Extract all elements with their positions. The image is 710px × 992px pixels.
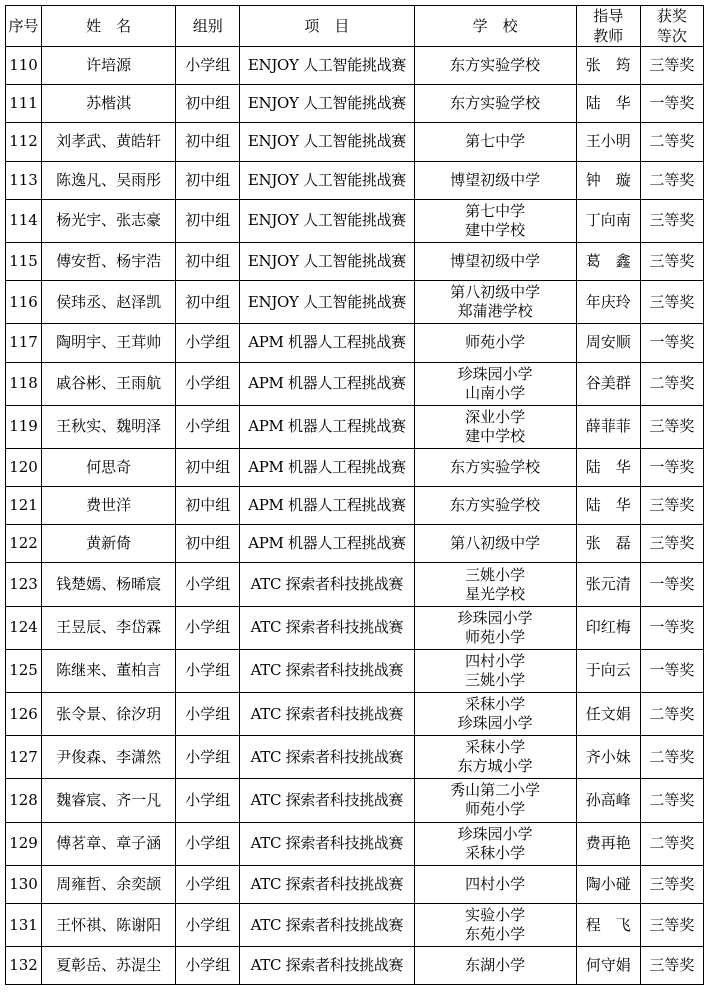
table-row <box>6 405 704 448</box>
cell-teacher: 陆 华 <box>576 448 640 486</box>
cell-name: 许培源 <box>42 47 176 85</box>
cell-no: 111 <box>6 85 42 123</box>
cell-group: 小学组 <box>176 563 240 606</box>
cell-school <box>414 281 576 324</box>
cell-award: 二等奖 <box>640 779 703 822</box>
cell-school <box>414 161 576 199</box>
header-no: 序号 <box>6 6 42 47</box>
school-line: 四村小学 <box>465 874 526 893</box>
cell-award: 二等奖 <box>640 123 703 161</box>
cell-project: APM 机器人工程挑战赛 <box>240 525 414 563</box>
cell-group: 小学组 <box>176 649 240 692</box>
school-line: 三姚小学 <box>465 565 526 584</box>
school-line: 东方城小学 <box>457 757 533 776</box>
cell-name: 傅安哲、杨宇浩 <box>42 242 176 280</box>
cell-school <box>414 324 576 362</box>
cell-school <box>414 123 576 161</box>
table-row <box>6 606 704 649</box>
cell-name: 何思奇 <box>42 448 176 486</box>
school-line: 第七中学 <box>465 201 526 220</box>
cell-name: 王昱辰、李岱霖 <box>42 606 176 649</box>
school-line: 师苑小学 <box>465 627 526 646</box>
cell-name: 戚谷彬、王雨航 <box>42 362 176 405</box>
cell-group: 初中组 <box>176 123 240 161</box>
table-row <box>6 693 704 736</box>
cell-project: APM 机器人工程挑战赛 <box>240 362 414 405</box>
cell-name: 夏彰岳、苏湜尘 <box>42 947 176 985</box>
cell-teacher: 张元清 <box>576 563 640 606</box>
cell-teacher: 费再艳 <box>576 822 640 865</box>
cell-group: 初中组 <box>176 525 240 563</box>
school-line: 珍珠园小学 <box>457 364 533 383</box>
cell-project: ENJOY 人工智能挑战赛 <box>240 85 414 123</box>
cell-school <box>414 903 576 946</box>
cell-no: 116 <box>6 281 42 324</box>
cell-project: ATC 探索者科技挑战赛 <box>240 822 414 865</box>
table-row <box>6 242 704 280</box>
school-line: 星光学校 <box>465 584 526 603</box>
cell-name: 傅茗章、章子涵 <box>42 822 176 865</box>
school-line: 建中学校 <box>465 220 526 239</box>
cell-no: 126 <box>6 693 42 736</box>
cell-name: 周雍哲、余奕颉 <box>42 865 176 903</box>
cell-teacher: 齐小妹 <box>576 736 640 779</box>
table-row <box>6 123 704 161</box>
cell-group: 初中组 <box>176 161 240 199</box>
school-line: 三姚小学 <box>465 670 526 689</box>
cell-name: 陈逸凡、吴雨彤 <box>42 161 176 199</box>
cell-name: 刘孝武、黄皓轩 <box>42 123 176 161</box>
school-line: 珍珠园小学 <box>457 824 533 843</box>
cell-group: 小学组 <box>176 903 240 946</box>
cell-no: 131 <box>6 903 42 946</box>
school-line: 采秣小学 <box>465 695 526 714</box>
cell-group: 小学组 <box>176 324 240 362</box>
awards-table <box>5 5 704 985</box>
school-line: 珍珠园小学 <box>457 714 533 733</box>
header-award-line: 获奖 <box>656 7 687 25</box>
cell-teacher: 任文娟 <box>576 693 640 736</box>
cell-school <box>414 47 576 85</box>
header-project: 项 目 <box>240 6 414 47</box>
cell-award: 三等奖 <box>640 242 703 280</box>
cell-project: ATC 探索者科技挑战赛 <box>240 693 414 736</box>
table-row <box>6 47 704 85</box>
school-line: 采秣小学 <box>465 843 526 862</box>
cell-group: 初中组 <box>176 199 240 242</box>
cell-project: ATC 探索者科技挑战赛 <box>240 947 414 985</box>
cell-school <box>414 779 576 822</box>
cell-award: 三等奖 <box>640 947 703 985</box>
cell-name: 黄新倚 <box>42 525 176 563</box>
cell-award: 二等奖 <box>640 693 703 736</box>
school-line: 东方实验学校 <box>450 496 541 515</box>
cell-school <box>414 405 576 448</box>
cell-teacher: 周安顺 <box>576 324 640 362</box>
cell-no: 114 <box>6 199 42 242</box>
cell-group: 初中组 <box>176 242 240 280</box>
school-line: 深业小学 <box>465 407 526 426</box>
cell-school <box>414 947 576 985</box>
cell-school <box>414 606 576 649</box>
cell-no: 117 <box>6 324 42 362</box>
table-row <box>6 199 704 242</box>
cell-teacher: 张 筠 <box>576 47 640 85</box>
cell-award: 二等奖 <box>640 362 703 405</box>
cell-school <box>414 85 576 123</box>
cell-award: 一等奖 <box>640 324 703 362</box>
cell-group: 小学组 <box>176 606 240 649</box>
table-row <box>6 779 704 822</box>
header-name: 姓 名 <box>42 6 176 47</box>
table-row <box>6 903 704 946</box>
cell-school <box>414 865 576 903</box>
cell-group: 小学组 <box>176 947 240 985</box>
cell-no: 130 <box>6 865 42 903</box>
cell-name: 钱楚嫣、杨晞宸 <box>42 563 176 606</box>
cell-award: 一等奖 <box>640 606 703 649</box>
cell-school <box>414 563 576 606</box>
cell-no: 129 <box>6 822 42 865</box>
cell-teacher: 薛菲菲 <box>576 405 640 448</box>
cell-school <box>414 736 576 779</box>
cell-name: 陶明宇、王茸帅 <box>42 324 176 362</box>
cell-no: 127 <box>6 736 42 779</box>
cell-teacher: 何守娟 <box>576 947 640 985</box>
cell-no: 122 <box>6 525 42 563</box>
header-teacher <box>576 6 640 47</box>
cell-award: 一等奖 <box>640 649 703 692</box>
table-row <box>6 362 704 405</box>
cell-name: 苏楷淇 <box>42 85 176 123</box>
cell-group: 小学组 <box>176 362 240 405</box>
cell-project: ATC 探索者科技挑战赛 <box>240 779 414 822</box>
school-line: 博望初级中学 <box>450 170 541 189</box>
cell-name: 魏睿宸、齐一凡 <box>42 779 176 822</box>
cell-no: 113 <box>6 161 42 199</box>
header-school: 学 校 <box>414 6 576 47</box>
cell-name: 尹俊森、李潇然 <box>42 736 176 779</box>
cell-school <box>414 525 576 563</box>
cell-no: 124 <box>6 606 42 649</box>
cell-school <box>414 649 576 692</box>
header-teacher-line: 教师 <box>593 27 624 45</box>
cell-name: 侯玮丞、赵泽凯 <box>42 281 176 324</box>
header-award <box>640 6 703 47</box>
cell-group: 小学组 <box>176 405 240 448</box>
cell-project: APM 机器人工程挑战赛 <box>240 405 414 448</box>
cell-award: 三等奖 <box>640 281 703 324</box>
table-row <box>6 487 704 525</box>
cell-no: 110 <box>6 47 42 85</box>
cell-award: 二等奖 <box>640 161 703 199</box>
school-line: 珍珠园小学 <box>457 608 533 627</box>
cell-project: ENJOY 人工智能挑战赛 <box>240 281 414 324</box>
cell-school <box>414 487 576 525</box>
school-line: 建中学校 <box>465 426 526 445</box>
cell-award: 三等奖 <box>640 525 703 563</box>
cell-school <box>414 693 576 736</box>
header-row <box>6 6 704 47</box>
cell-group: 初中组 <box>176 85 240 123</box>
cell-no: 121 <box>6 487 42 525</box>
school-line: 秀山第二小学 <box>450 781 541 800</box>
cell-teacher: 年庆玲 <box>576 281 640 324</box>
cell-teacher: 葛 鑫 <box>576 242 640 280</box>
cell-name: 王秋实、魏明泽 <box>42 405 176 448</box>
school-line: 东苑小学 <box>465 925 526 944</box>
cell-group: 小学组 <box>176 736 240 779</box>
cell-project: ATC 探索者科技挑战赛 <box>240 606 414 649</box>
cell-project: APM 机器人工程挑战赛 <box>240 448 414 486</box>
cell-teacher: 陆 华 <box>576 85 640 123</box>
cell-project: APM 机器人工程挑战赛 <box>240 324 414 362</box>
school-line: 第八初级中学 <box>450 534 541 553</box>
cell-award: 三等奖 <box>640 865 703 903</box>
school-line: 山南小学 <box>465 383 526 402</box>
cell-project: APM 机器人工程挑战赛 <box>240 487 414 525</box>
cell-name: 张令景、徐汐玥 <box>42 693 176 736</box>
table-row <box>6 448 704 486</box>
table-row <box>6 563 704 606</box>
school-line: 东方实验学校 <box>450 94 541 113</box>
school-line: 师苑小学 <box>465 800 526 819</box>
cell-school <box>414 199 576 242</box>
cell-teacher: 于向云 <box>576 649 640 692</box>
cell-project: ATC 探索者科技挑战赛 <box>240 903 414 946</box>
cell-project: ATC 探索者科技挑战赛 <box>240 649 414 692</box>
cell-teacher: 陆 华 <box>576 487 640 525</box>
cell-award: 三等奖 <box>640 405 703 448</box>
cell-award: 三等奖 <box>640 903 703 946</box>
school-line: 东方实验学校 <box>450 56 541 75</box>
cell-name: 费世洋 <box>42 487 176 525</box>
cell-group: 小学组 <box>176 47 240 85</box>
cell-no: 132 <box>6 947 42 985</box>
cell-name: 杨光宇、张志豪 <box>42 199 176 242</box>
cell-group: 初中组 <box>176 281 240 324</box>
cell-project: ENJOY 人工智能挑战赛 <box>240 47 414 85</box>
cell-teacher: 程 飞 <box>576 903 640 946</box>
cell-no: 112 <box>6 123 42 161</box>
school-line: 采秣小学 <box>465 738 526 757</box>
header-group: 组别 <box>176 6 240 47</box>
cell-award: 三等奖 <box>640 47 703 85</box>
cell-project: ATC 探索者科技挑战赛 <box>240 865 414 903</box>
cell-teacher: 钟 璇 <box>576 161 640 199</box>
cell-award: 三等奖 <box>640 487 703 525</box>
table-body <box>6 47 704 985</box>
cell-group: 初中组 <box>176 487 240 525</box>
cell-award: 二等奖 <box>640 736 703 779</box>
cell-teacher: 谷美群 <box>576 362 640 405</box>
school-line: 郑蒲港学校 <box>457 302 533 321</box>
table-row <box>6 281 704 324</box>
cell-project: ENJOY 人工智能挑战赛 <box>240 242 414 280</box>
cell-group: 小学组 <box>176 779 240 822</box>
cell-award: 三等奖 <box>640 199 703 242</box>
school-line: 东方实验学校 <box>450 457 541 476</box>
school-line: 第八初级中学 <box>450 283 541 302</box>
cell-award: 二等奖 <box>640 822 703 865</box>
header-award-line: 等次 <box>656 27 687 45</box>
school-line: 四村小学 <box>465 651 526 670</box>
school-line: 东湖小学 <box>465 956 526 975</box>
cell-no: 125 <box>6 649 42 692</box>
table-row <box>6 865 704 903</box>
cell-project: ATC 探索者科技挑战赛 <box>240 736 414 779</box>
cell-teacher: 张 磊 <box>576 525 640 563</box>
cell-school <box>414 448 576 486</box>
cell-no: 119 <box>6 405 42 448</box>
cell-group: 小学组 <box>176 822 240 865</box>
cell-award: 一等奖 <box>640 85 703 123</box>
cell-teacher: 印红梅 <box>576 606 640 649</box>
cell-project: ENJOY 人工智能挑战赛 <box>240 123 414 161</box>
cell-award: 一等奖 <box>640 448 703 486</box>
table-row <box>6 85 704 123</box>
school-line: 实验小学 <box>465 906 526 925</box>
school-line: 第七中学 <box>465 132 526 151</box>
table-row <box>6 649 704 692</box>
cell-name: 陈继来、董柏言 <box>42 649 176 692</box>
cell-no: 118 <box>6 362 42 405</box>
table-row <box>6 822 704 865</box>
cell-teacher: 孙高峰 <box>576 779 640 822</box>
school-line: 博望初级中学 <box>450 252 541 271</box>
table-row <box>6 736 704 779</box>
school-line: 师苑小学 <box>465 333 526 352</box>
cell-no: 115 <box>6 242 42 280</box>
cell-project: ATC 探索者科技挑战赛 <box>240 563 414 606</box>
table-row <box>6 324 704 362</box>
cell-teacher: 陶小碰 <box>576 865 640 903</box>
table-row <box>6 947 704 985</box>
cell-no: 120 <box>6 448 42 486</box>
header-teacher-line: 指导 <box>593 7 624 25</box>
table-row <box>6 161 704 199</box>
cell-group: 初中组 <box>176 448 240 486</box>
cell-project: ENJOY 人工智能挑战赛 <box>240 161 414 199</box>
cell-project: ENJOY 人工智能挑战赛 <box>240 199 414 242</box>
cell-school <box>414 822 576 865</box>
cell-group: 小学组 <box>176 693 240 736</box>
cell-name: 王怀祺、陈谢阳 <box>42 903 176 946</box>
table-row <box>6 525 704 563</box>
cell-group: 小学组 <box>176 865 240 903</box>
cell-no: 123 <box>6 563 42 606</box>
cell-school <box>414 242 576 280</box>
cell-school <box>414 362 576 405</box>
cell-teacher: 丁向南 <box>576 199 640 242</box>
cell-teacher: 王小明 <box>576 123 640 161</box>
cell-award: 一等奖 <box>640 563 703 606</box>
cell-no: 128 <box>6 779 42 822</box>
